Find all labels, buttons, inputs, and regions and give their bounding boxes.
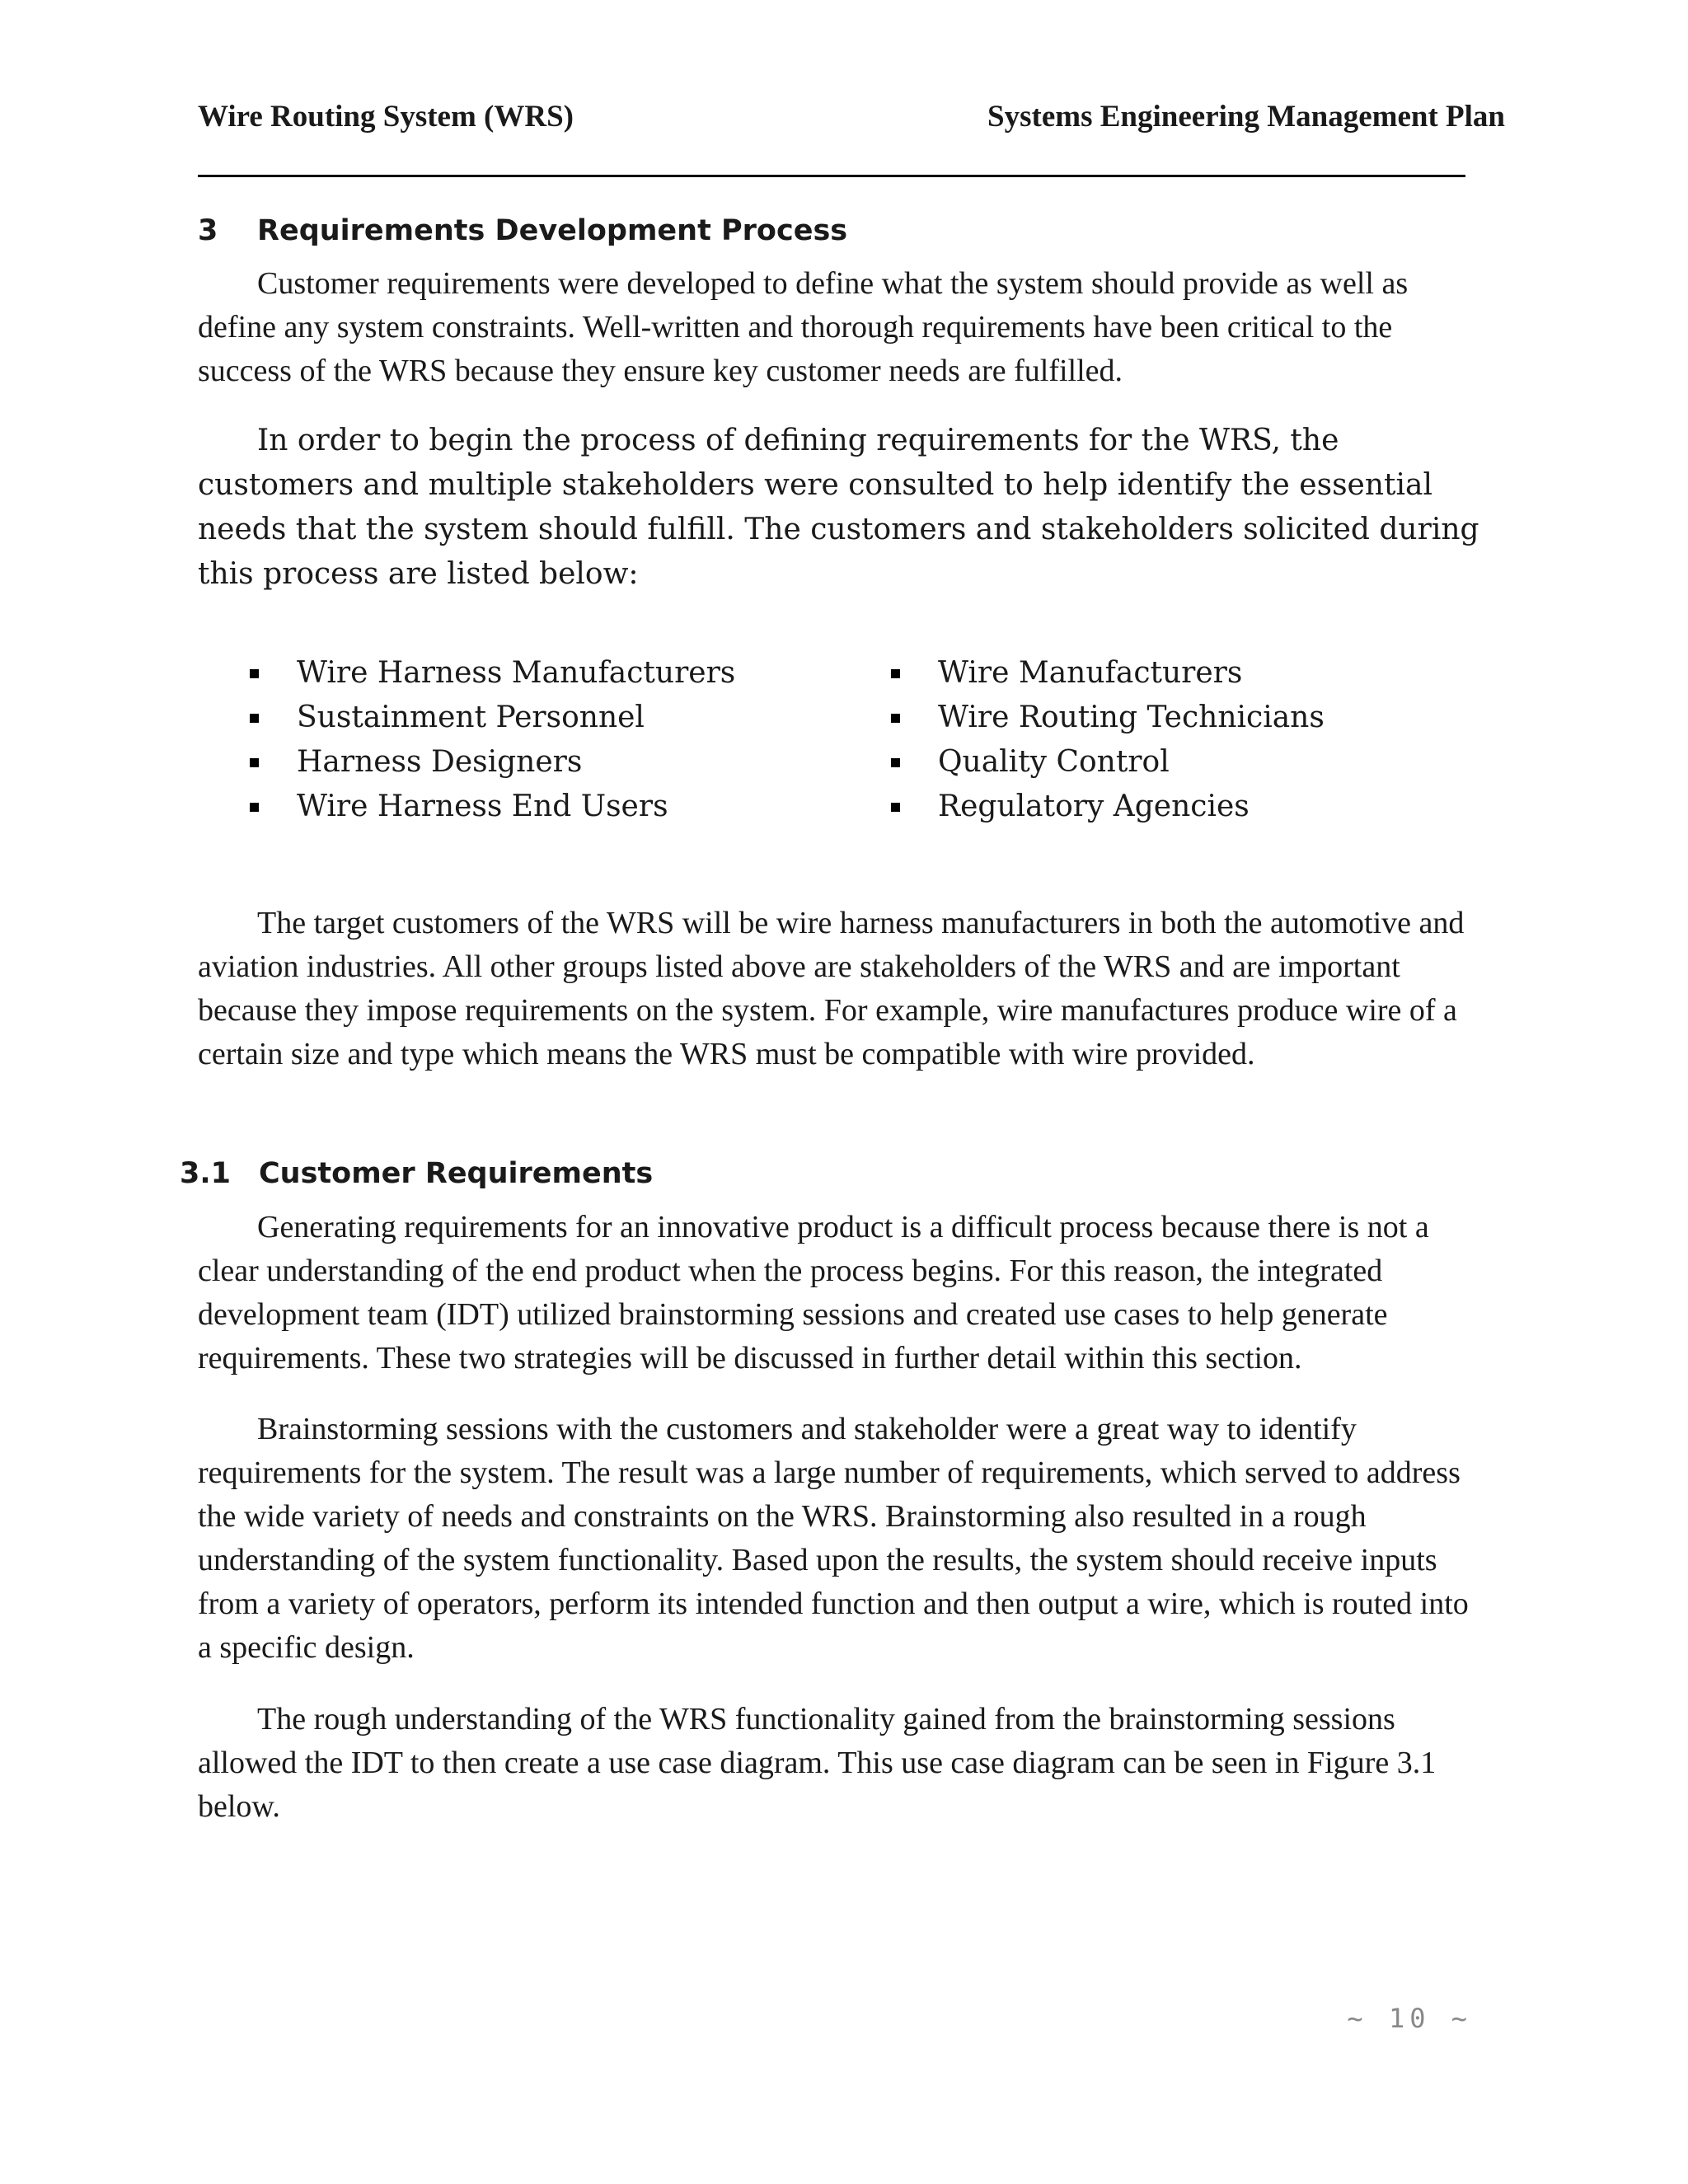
stakeholder-list-right — [889, 651, 1325, 829]
section-3-1-number: 3.1 — [180, 1157, 232, 1190]
list-item: Regulatory Agencies — [889, 785, 1325, 829]
stakeholder-list-left — [247, 651, 735, 829]
section-3-paragraph-2: In order to begin the process of defining requirements for the WRS, the customers and multiple stakeholders were consulted to help identify the essential needs that the system should fulfill. The customers and stakeholders solicited during this process are listed below: — [198, 424, 1479, 591]
bullet-square-icon — [891, 714, 900, 723]
list-item: Wire Harness End Users — [247, 785, 735, 829]
list-item: Wire Routing Technicians — [889, 696, 1325, 740]
bullet-square-icon — [891, 669, 900, 678]
header-right-title: Systems Engineering Management Plan — [987, 100, 1505, 134]
bullet-square-icon — [250, 803, 259, 812]
list-item: Wire Harness Manufacturers — [247, 651, 735, 696]
bullet-square-icon — [891, 758, 900, 767]
list-item: Wire Manufacturers — [889, 651, 1325, 696]
section-3-title: Requirements Development Process — [257, 214, 848, 247]
bullet-square-icon — [250, 758, 259, 767]
header-left-title: Wire Routing System (WRS) — [198, 100, 574, 134]
list-item: Quality Control — [889, 740, 1325, 785]
section-3-1-title: Customer Requirements — [259, 1157, 654, 1190]
section-3-heading — [198, 211, 847, 251]
section-3-number: 3 — [198, 214, 218, 247]
section-3-1-heading — [180, 1154, 653, 1193]
section-3-1-paragraph-1: Generating requirements for an innovative product is a difficult process because there is not a clear understanding of the end product when the process begins. For this reason, the integrated development team (IDT) utilized brainstorming sessions and created use cases to help generate requirements. These two strategies will be discussed in further detail within this section. — [198, 1210, 1429, 1376]
bullet-square-icon — [250, 669, 259, 678]
page-number: ~ 10 ~ — [1347, 2003, 1472, 2034]
section-3-paragraph-3: The target customers of the WRS will be wire harness manufacturers in both the automotive and aviation industries. All other groups listed above are stakeholders of the WRS and are important because they impose requirements on the system. For example, wire manufactures produce wire of a certain size and type which means the WRS must be compatible with wire provided. — [198, 906, 1465, 1071]
header-divider — [198, 175, 1465, 177]
bullet-square-icon — [250, 714, 259, 723]
list-item: Harness Designers — [247, 740, 735, 785]
bullet-square-icon — [891, 803, 900, 812]
section-3-paragraph-1: Customer requirements were developed to define what the system should provide as well as define any system constraints. Well-written and thorough requirements have been critical to the success of the WRS because they ensure key customer needs are fulfilled. — [198, 266, 1409, 388]
section-3-1-paragraph-2: Brainstorming sessions with the customers and stakeholder were a great way to identify requirements for the system. The result was a large number of requirements, which served to address the wide variety of needs and constraints on the WRS. Brainstorming also resulted in a rough understanding of the system functionality. Based upon the results, the system should receive inputs from a variety of operators, perform its intended function and then output a wire, which is routed into a specific design. — [198, 1412, 1469, 1665]
list-item: Sustainment Personnel — [247, 696, 735, 740]
section-3-1-paragraph-3: The rough understanding of the WRS functionality gained from the brainstorming sessions allowed the IDT to then create a use case diagram. This use case diagram can be seen in Figure 3.1 below. — [198, 1702, 1437, 1824]
